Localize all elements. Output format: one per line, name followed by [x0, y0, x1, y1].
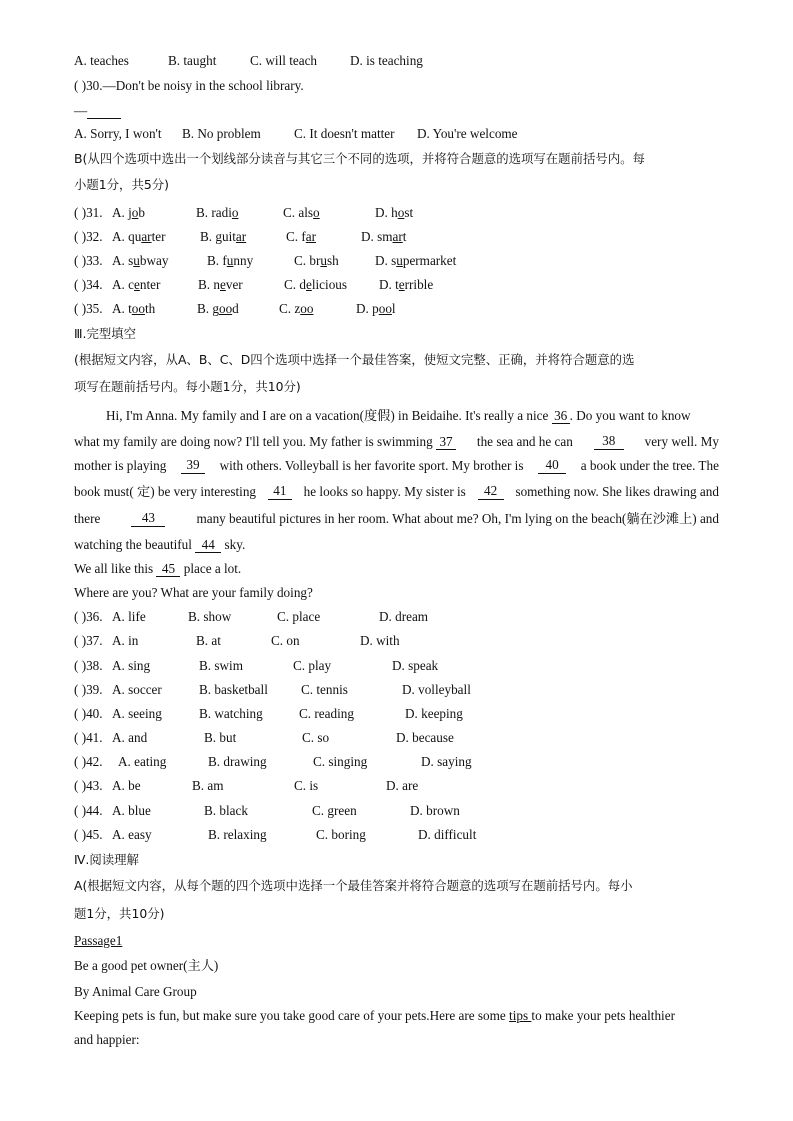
- question-number: ( )32.: [74, 229, 103, 244]
- underlined-letters: o: [131, 205, 139, 220]
- underlined-letters: ar: [392, 229, 403, 244]
- option-text: t: [402, 229, 407, 244]
- passage-text: he looks so happy. My sister is: [303, 484, 466, 499]
- option-text: nter: [139, 277, 161, 292]
- cloze-option: D. dream: [379, 609, 429, 624]
- passage-text: book must( 定) be very interesting: [74, 484, 257, 499]
- option-text: sh: [326, 253, 339, 268]
- cloze-option: C. so: [302, 730, 330, 745]
- option-text: ver: [225, 277, 243, 292]
- underlined-letters: o: [313, 205, 320, 220]
- question-number: ( )33.: [74, 253, 103, 268]
- cloze-option: D. saying: [421, 754, 472, 769]
- option-text: C. f: [286, 229, 306, 244]
- passage-text: sky.: [224, 537, 246, 552]
- option-text: B. n: [198, 277, 220, 292]
- cloze-option: B. drawing: [208, 754, 267, 769]
- option-text: C. br: [294, 253, 321, 268]
- cloze-option: D. keeping: [405, 706, 463, 721]
- cloze-option: C. play: [293, 658, 332, 673]
- cloze-option: A. sing: [112, 658, 151, 673]
- underlined-letters: ar: [141, 229, 152, 244]
- passage-line: [74, 484, 719, 500]
- phonics-option: [112, 277, 160, 293]
- passage-line: [74, 561, 241, 577]
- option-text: C. d: [284, 277, 306, 292]
- blank-37: 37: [436, 435, 456, 450]
- option-a: A. teaches: [74, 53, 129, 68]
- passage-line: [74, 458, 719, 474]
- option-text: D. sm: [361, 229, 393, 244]
- cloze-option: C. on: [271, 633, 300, 648]
- passage-byline: By Animal Care Group: [74, 984, 197, 999]
- option-text: A. c: [112, 277, 134, 292]
- phonics-option: [112, 205, 145, 221]
- blank-41: 41: [268, 484, 292, 500]
- option-text: bway: [139, 253, 169, 268]
- option-text: ter: [151, 229, 166, 244]
- option-text: D. t: [379, 277, 399, 292]
- cloze-option: A. blue: [112, 803, 151, 818]
- option-text: B. f: [207, 253, 227, 268]
- underlined-letters: e: [219, 277, 226, 292]
- cloze-option: B. relaxing: [208, 827, 267, 842]
- option-d: D. is teaching: [350, 53, 423, 68]
- cloze-option: C. place: [277, 609, 321, 624]
- cloze-option: B. am: [192, 778, 224, 793]
- underlined-letters: e: [398, 277, 405, 292]
- cloze-option: A. life: [112, 609, 146, 624]
- cloze-option: D. speak: [392, 658, 439, 673]
- passage-text: many beautiful pictures in her room. What about me? Oh, I'm lying on the beach(躺在沙滩上) and: [196, 511, 719, 526]
- option-b: B. No problem: [182, 126, 261, 141]
- passage-text: We all like this: [74, 561, 154, 576]
- question-number: ( )35.: [74, 301, 103, 316]
- section-3-instruction-cont: 项写在题前括号内。每小题1分，共10分): [74, 379, 301, 394]
- question-number: ( )40.: [74, 706, 103, 721]
- underlined-letters: ar: [305, 229, 317, 244]
- cloze-option: D. with: [360, 633, 400, 648]
- phonics-option: [112, 253, 168, 269]
- underlined-letters: e: [133, 277, 140, 292]
- blank-40: 40: [538, 458, 566, 474]
- reply-dash: —: [74, 103, 88, 118]
- underlined-letters: oo: [218, 301, 233, 316]
- cloze-option: D. difficult: [418, 827, 477, 842]
- cloze-question: [74, 633, 724, 649]
- option-text: A. j: [112, 205, 132, 220]
- option-c: C. It doesn't matter: [294, 126, 395, 141]
- passage-line: [106, 408, 691, 424]
- section-b-instruction-cont: 小题1分，共5分): [74, 177, 169, 192]
- q30-reply: [74, 103, 121, 119]
- option-text: d: [232, 301, 239, 316]
- phonics-option: [112, 301, 155, 317]
- phonics-option: [112, 229, 165, 245]
- blank-42: 42: [478, 484, 504, 500]
- phonics-option: [375, 253, 456, 269]
- phonics-question: [74, 301, 724, 317]
- passage-text: the sea and he can: [476, 434, 573, 449]
- phonics-question: [74, 205, 724, 221]
- option-text: th: [144, 301, 156, 316]
- phonics-option: [200, 229, 246, 245]
- passage-text: Keeping pets is fun, but make sure you take good care of your pets.Here are some: [74, 1008, 510, 1023]
- cloze-option: B. black: [204, 803, 248, 818]
- section-4-instruction: A(根据短文内容，从每个题的四个选项中选择一个最佳答案并将符合题意的选项写在题前括号内。每小: [74, 878, 633, 893]
- cloze-question: [74, 609, 724, 625]
- phonics-option: [196, 205, 239, 221]
- passage-text: . Do you want to know: [569, 408, 691, 423]
- option-text: D. p: [356, 301, 379, 316]
- underlined-letters: oo: [131, 301, 145, 316]
- passage-line: [74, 511, 719, 527]
- option-a: A. Sorry, I won't: [74, 126, 162, 141]
- cloze-option: D. because: [396, 730, 454, 745]
- phonics-question: [74, 229, 724, 245]
- option-b: B. taught: [168, 53, 217, 68]
- passage-label: [74, 933, 122, 949]
- option-text: permarket: [402, 253, 457, 268]
- section-4-instruction-cont: 题1分，共10分): [74, 906, 165, 921]
- question-number: ( )45.: [74, 827, 103, 842]
- blank-36: 36: [552, 409, 570, 424]
- q29-options: [74, 53, 724, 69]
- cloze-question: [74, 803, 724, 819]
- option-text: A. t: [112, 301, 132, 316]
- option-text: licious: [311, 277, 348, 292]
- cloze-option: D. brown: [410, 803, 460, 818]
- option-text: B. g: [197, 301, 219, 316]
- passage-line: Where are you? What are your family doing?: [74, 585, 313, 600]
- phonics-option: [294, 253, 339, 269]
- question-number: ( )39.: [74, 682, 103, 697]
- cloze-option: B. but: [204, 730, 237, 745]
- option-text: D. h: [375, 205, 398, 220]
- cloze-question: [74, 827, 724, 843]
- passage-body: [74, 1008, 675, 1024]
- option-text: D. s: [375, 253, 397, 268]
- blank-39: 39: [181, 458, 205, 474]
- option-text: A. s: [112, 253, 134, 268]
- phonics-option: [361, 229, 406, 245]
- underlined-letters: o: [397, 205, 405, 220]
- cloze-question: [74, 778, 724, 794]
- q30-stem: ( )30.—Don't be noisy in the school library.: [74, 78, 304, 93]
- option-c: C. will teach: [250, 53, 318, 68]
- passage-text: something now. She likes drawing and: [515, 484, 719, 499]
- question-number: ( )44.: [74, 803, 103, 818]
- cloze-option: A. easy: [112, 827, 152, 842]
- option-text: C. als: [283, 205, 314, 220]
- option-text: B. radi: [196, 205, 232, 220]
- option-text: nny: [233, 253, 254, 268]
- cloze-option: B. basketball: [199, 682, 268, 697]
- section-b-instruction: B(从四个选项中选出一个划线部分读音与其它三个不同的选项，并将符合题意的选项写在题前括号内。每: [74, 151, 645, 166]
- phonics-option: [279, 301, 313, 317]
- cloze-option: C. boring: [316, 827, 366, 842]
- underlined-letters: u: [226, 253, 234, 268]
- option-d: D. You're welcome: [417, 126, 518, 141]
- cloze-option: B. swim: [199, 658, 243, 673]
- option-text: A. qu: [112, 229, 142, 244]
- option-text: C. z: [279, 301, 301, 316]
- cloze-question: [74, 658, 724, 674]
- cloze-option: A. seeing: [112, 706, 162, 721]
- cloze-option: D. volleyball: [402, 682, 471, 697]
- option-text: st: [404, 205, 414, 220]
- cloze-option: B. show: [188, 609, 232, 624]
- cloze-option: B. at: [196, 633, 221, 648]
- cloze-option: A. eating: [118, 754, 167, 769]
- cloze-option: A. in: [112, 633, 139, 648]
- phonics-option: [207, 253, 253, 269]
- section-3-title: Ⅲ.完型填空: [74, 326, 137, 341]
- underlined-letters: u: [133, 253, 140, 268]
- cloze-option: A. soccer: [112, 682, 162, 697]
- passage-text: what my family are doing now? I'll tell you. My father is swimming: [74, 434, 437, 449]
- section-3-instruction: (根据短文内容，从A、B、C、D四个选项中选择一个最佳答案，使短文完整、正确，并将符合题意的选: [74, 352, 635, 367]
- phonics-option: [286, 229, 316, 245]
- phonics-option: [375, 205, 413, 221]
- cloze-option: C. reading: [299, 706, 354, 721]
- question-number: ( )42.: [74, 754, 103, 769]
- blank-44: 44: [195, 538, 221, 553]
- underlined-letters: oo: [378, 301, 392, 316]
- passage-text: to make your pets healthier: [531, 1008, 675, 1023]
- underlined-letters: u: [320, 253, 327, 268]
- underlined-letters: ar: [235, 229, 247, 244]
- option-text: B. guit: [200, 229, 236, 244]
- blank-43: 43: [131, 511, 165, 527]
- q30-options: [74, 126, 724, 142]
- phonics-question: [74, 277, 724, 293]
- phonics-question: [74, 253, 724, 269]
- passage-text: mother is playing: [74, 458, 167, 473]
- passage-text: very well. My: [644, 434, 719, 449]
- passage-text: watching the beautiful: [74, 537, 192, 552]
- cloze-question: [74, 754, 724, 770]
- phonics-option: [379, 277, 433, 293]
- underlined-letters: u: [396, 253, 403, 268]
- cloze-option: C. tennis: [301, 682, 348, 697]
- question-number: ( )38.: [74, 658, 103, 673]
- cloze-option: C. singing: [313, 754, 368, 769]
- question-number: ( )34.: [74, 277, 103, 292]
- cloze-question: [74, 706, 724, 722]
- option-text: b: [138, 205, 145, 220]
- tips-word: tips: [509, 1008, 532, 1023]
- option-text: rrible: [404, 277, 434, 292]
- cloze-option: C. green: [312, 803, 357, 818]
- passage-label-text: Passage1: [74, 933, 123, 948]
- passage-line: [74, 434, 719, 450]
- blank-45: 45: [156, 562, 180, 577]
- question-number: ( )36.: [74, 609, 103, 624]
- phonics-option: [356, 301, 396, 317]
- cloze-option: A. and: [112, 730, 148, 745]
- cloze-question: [74, 682, 724, 698]
- passage-text: Hi, I'm Anna. My family and I are on a vacation(度假) in Beidaihe. It's really a nice: [106, 408, 552, 423]
- passage-text: with others. Volleyball is her favorite sport. My brother is: [219, 458, 524, 473]
- cloze-option: B. watching: [199, 706, 263, 721]
- blank-38: 38: [594, 434, 624, 450]
- passage-text: a book under the tree. The: [580, 458, 719, 473]
- underlined-letters: oo: [300, 301, 314, 316]
- cloze-option: C. is: [294, 778, 319, 793]
- phonics-option: [198, 277, 243, 293]
- passage-line: [74, 537, 245, 553]
- cloze-option: D. are: [386, 778, 419, 793]
- question-number: ( )37.: [74, 633, 103, 648]
- phonics-option: [283, 205, 320, 221]
- question-number: ( )31.: [74, 205, 103, 220]
- question-number: ( )43.: [74, 778, 103, 793]
- passage-body-cont: and happier:: [74, 1032, 140, 1047]
- option-text: l: [391, 301, 396, 316]
- cloze-option: A. be: [112, 778, 141, 793]
- phonics-option: [197, 301, 239, 317]
- phonics-option: [284, 277, 347, 293]
- passage-text: there: [74, 511, 101, 526]
- underlined-letters: o: [231, 205, 239, 220]
- underlined-letters: e: [305, 277, 312, 292]
- passage-text: place a lot.: [183, 561, 242, 576]
- cloze-question: [74, 730, 724, 746]
- section-4-title: Ⅳ.阅读理解: [74, 852, 139, 867]
- question-number: ( )41.: [74, 730, 103, 745]
- answer-blank: [87, 104, 121, 119]
- passage-heading: Be a good pet owner(主人): [74, 958, 219, 973]
